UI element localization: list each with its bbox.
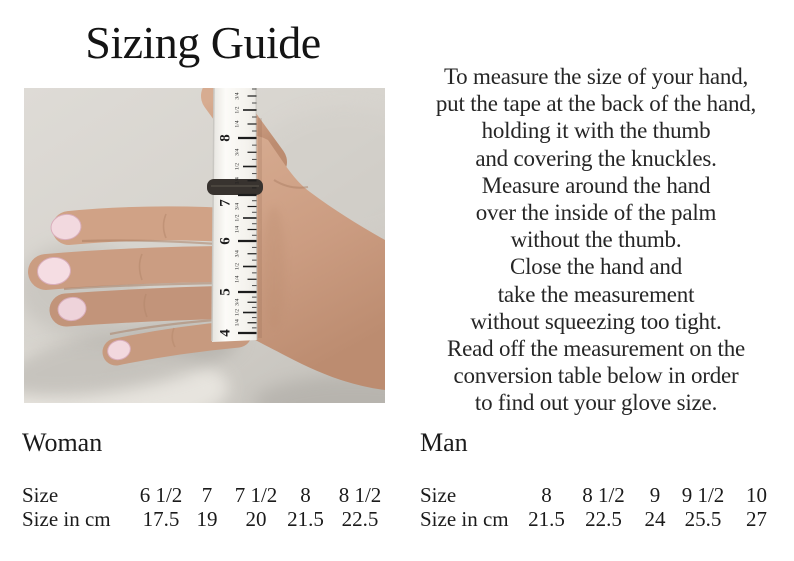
- row-label: Size in cm: [22, 506, 111, 531]
- photo-svg: [24, 88, 385, 403]
- svg-text:1/4: 1/4: [234, 177, 241, 185]
- size-value: 8 1/2: [338, 483, 382, 507]
- instruction-line: Measure around the hand: [481, 172, 711, 198]
- size-value: 8: [541, 483, 552, 507]
- size-value: 8: [300, 483, 311, 507]
- svg-text:1/4: 1/4: [234, 120, 241, 128]
- svg-text:1/2: 1/2: [234, 262, 241, 271]
- instruction-line: conversion table below in order: [453, 363, 739, 389]
- sizing-photo: [24, 88, 385, 403]
- size-value: 25.5: [684, 506, 722, 531]
- svg-text:1/2: 1/2: [234, 214, 241, 222]
- instructions: [398, 63, 794, 417]
- size-value: 24: [644, 506, 666, 531]
- row-label: Size: [22, 483, 59, 507]
- table-row: [420, 483, 788, 507]
- svg-text:7: 7: [217, 199, 234, 207]
- measuring-tape: [207, 88, 263, 342]
- row-label: Size in cm: [420, 506, 509, 531]
- instruction-line: Read off the measurement on the: [446, 336, 746, 362]
- instruction-line: holding it with the thumb: [481, 118, 711, 144]
- instruction-line: to find out your glove size.: [474, 390, 718, 416]
- svg-text:6: 6: [217, 237, 234, 245]
- svg-text:1/4: 1/4: [234, 319, 241, 327]
- instruction-line: put the tape at the back of the hand,: [435, 91, 757, 117]
- instruction-line: over the inside of the palm: [475, 200, 717, 226]
- svg-text:1/2: 1/2: [234, 162, 241, 171]
- instruction-line: without squeezing too tight.: [470, 308, 722, 334]
- instruction-line: without the thumb.: [510, 227, 682, 253]
- size-value: 7: [201, 483, 213, 507]
- svg-text:1/2: 1/2: [234, 308, 241, 317]
- size-value: 21.5: [528, 506, 565, 531]
- size-value: 6 1/2: [139, 483, 183, 507]
- instruction-line: To measure the size of your hand,: [443, 64, 749, 89]
- size-value: 9: [649, 483, 661, 507]
- svg-text:1/4: 1/4: [234, 225, 241, 234]
- svg-text:3/4: 3/4: [234, 92, 241, 100]
- size-value: 7 1/2: [234, 483, 278, 507]
- woman-section-label: Woman: [22, 428, 103, 457]
- svg-text:5: 5: [217, 288, 234, 296]
- size-value: 22.5: [585, 506, 622, 531]
- size-value: 20: [245, 506, 267, 531]
- svg-text:3/4: 3/4: [234, 202, 241, 211]
- svg-text:1/2: 1/2: [234, 106, 241, 114]
- size-value: 21.5: [287, 506, 324, 531]
- size-value: 8 1/2: [582, 483, 625, 507]
- svg-text:3/4: 3/4: [234, 298, 241, 306]
- size-value: 19: [196, 506, 218, 531]
- instruction-line: Close the hand and: [509, 254, 683, 280]
- page-title: Sizing Guide: [85, 17, 321, 68]
- table-row: [22, 483, 394, 507]
- size-value: 22.5: [341, 506, 379, 531]
- man-section-label: Man: [420, 428, 468, 457]
- size-value: 10: [746, 483, 767, 507]
- woman-table: [22, 483, 394, 530]
- svg-text:3/4: 3/4: [234, 250, 241, 258]
- row-label: Size: [420, 483, 457, 507]
- size-value: 9 1/2: [681, 483, 725, 507]
- svg-text:1/4: 1/4: [234, 275, 241, 283]
- size-value: 17.5: [142, 506, 180, 531]
- svg-text:8: 8: [217, 134, 234, 142]
- instruction-line: and covering the knuckles.: [475, 145, 717, 171]
- svg-text:3/4: 3/4: [234, 148, 241, 156]
- man-table: [420, 483, 788, 530]
- size-value: 27: [746, 506, 767, 531]
- instruction-line: take the measurement: [497, 281, 695, 307]
- svg-text:4: 4: [217, 329, 234, 337]
- table-row: [22, 507, 394, 531]
- table-row: [420, 507, 788, 531]
